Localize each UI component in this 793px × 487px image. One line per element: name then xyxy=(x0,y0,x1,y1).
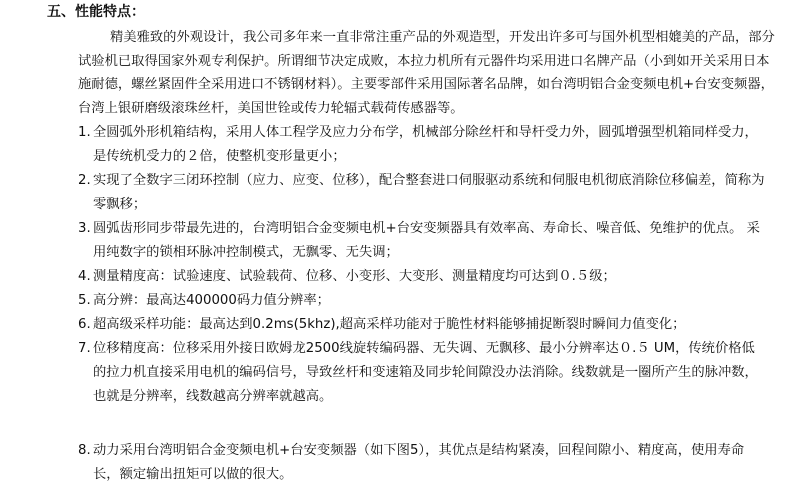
feature-number: 5. xyxy=(78,293,91,308)
feature-item-3 xyxy=(78,217,768,265)
feature-number: 7. xyxy=(78,341,91,356)
feature-number: 1. xyxy=(78,125,91,140)
feature-item-1 xyxy=(78,121,768,169)
feature-item-4 xyxy=(78,265,768,289)
feature-text: 全圆弧外形机箱结构，采用人体工程学及应力分布学，机械部分除丝杆和导杆受力外，圆弧增强型机箱同样受力，是传统机受力的２倍，使整机变形量更小； xyxy=(93,125,758,164)
feature-number: 8. xyxy=(78,443,91,458)
feature-number: 6. xyxy=(78,317,91,332)
feature-number: 4. xyxy=(78,269,91,284)
intro-text: 精美雅致的外观设计，我公司多年来一直非常注重产品的外观造型，开发出许多可与国外机型相媲美的产品，部分试验机已取得国家外观专利保护。所谓细节决定成败，本拉力机所有元器件均采用进口名牌产品（小到如开关采用日本施耐德，螺丝紧固件全采用进口不锈钢材料）。主要零部件采用国际著名品牌，如台湾明铝合金变频电机+台安变频器，台湾上银研磨级滚珠丝杆，美国世铨或传力轮辐式载荷传感器等。 xyxy=(78,30,775,116)
feature-number: 3. xyxy=(78,221,91,236)
feature-item-6 xyxy=(78,313,768,337)
feature-text: 超高级采样功能：最高达到0.2ms(5khz),超高采样功能对于脆性材料能够捕捉断裂时瞬间力值变化； xyxy=(93,317,686,332)
feature-text: 动力采用台湾明铝合金变频电机+台安变频器（如下图5），其优点是结构紧凑，回程间隙小、精度高，使用寿命长，额定输出扭矩可以做的很大。 xyxy=(93,443,745,482)
feature-item-7 xyxy=(78,337,768,409)
feature-text: 测量精度高：试验速度、试验载荷、位移、小变形、大变形、测量精度均可达到０.５级； xyxy=(93,269,616,284)
feature-text: 实现了全数字三闭环控制（应力、应变、位移），配合整套进口伺服驱动系统和伺服电机彻底消除位移偏差，简称为零飘移； xyxy=(93,173,765,212)
feature-item-2 xyxy=(78,169,768,217)
feature-item-5 xyxy=(78,289,768,313)
feature-text: 高分辨：最高达400000码力值分辨率； xyxy=(93,293,330,308)
section-heading: 五、性能特点： xyxy=(47,4,145,20)
feature-text: 位移精度高：位移采用外接日欧姆龙2500线旋转编码器、无失调、无飘移、最小分辨率达０.５ UM，传统价格低的拉力机直接采用电机的编码信号，导致丝杆和变速箱及同步轮间隙没办法消除。线数就是一圈所产生的脉冲数，也就是分辨率，线数越高分辨率就越高。 xyxy=(93,341,758,404)
feature-list xyxy=(78,121,768,487)
feature-text: 圆弧齿形同步带最先进的，台湾明铝合金变频电机+台安变频器具有效率高、寿命长、噪音低、免维护的优点。 采用纯数字的锁相环脉冲控制模式，无飘零、无失调； xyxy=(93,221,760,260)
intro-paragraph xyxy=(78,26,778,120)
feature-number: 2. xyxy=(78,173,91,188)
